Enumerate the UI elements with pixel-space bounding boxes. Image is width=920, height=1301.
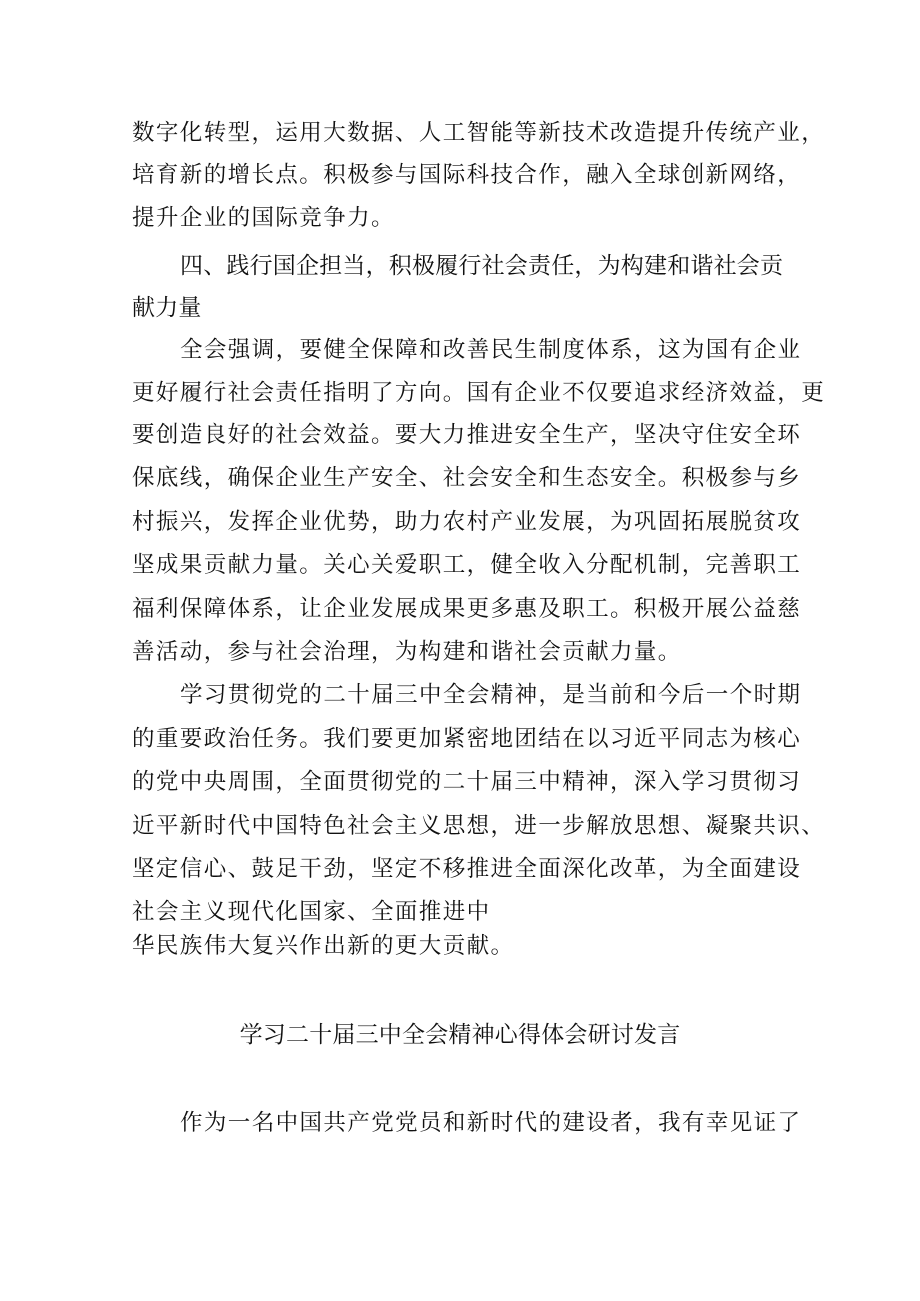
text-line: 坚成果贡献力量。关心关爱职工，健全收入分配机制，完善职工	[132, 552, 802, 578]
text-line: 社会主义现代化国家、全面推进中	[132, 899, 491, 925]
section-heading-line: 献力量	[132, 295, 202, 321]
text-line: 的重要政治任务。我们要更加紧密地团结在以习近平同志为核心	[132, 726, 802, 752]
text-line: 福利保障体系，让企业发展成果更多惠及职工。积极开展公益慈	[132, 596, 802, 622]
text-line: 提升企业的国际竞争力。	[132, 205, 395, 231]
text-line: 数字化转型，运用大数据、人工智能等新技术改造提升传统产业，	[132, 120, 826, 146]
document-title: 学习二十届三中全会精神心得体会研讨发言	[239, 1022, 681, 1048]
text-line: 要创造良好的社会效益。要大力推进安全生产，坚决守住安全环	[132, 422, 802, 448]
section-heading-line: 四、践行国企担当，积极履行社会责任，为构建和谐社会贡	[180, 253, 784, 279]
text-line: 作为一名中国共产党党员和新时代的建设者，我有幸见证了	[180, 1110, 802, 1136]
text-line: 坚定信心、鼓足干劲，坚定不移推进全面深化改革，为全面建设	[132, 856, 802, 882]
text-line: 村振兴，发挥企业优势，助力农村产业发展，为巩固拓展脱贫攻	[132, 509, 802, 535]
text-line: 善活动，参与社会治理，为构建和谐社会贡献力量。	[132, 639, 682, 665]
text-line: 的党中央周围，全面贯彻党的二十届三中精神，深入学习贯彻习	[132, 769, 802, 795]
text-line: 全会强调，要健全保障和改善民生制度体系，这为国有企业	[180, 337, 802, 363]
text-line: 培育新的增长点。积极参与国际科技合作，融入全球创新网络，	[132, 162, 802, 188]
text-line: 近平新时代中国特色社会主义思想，进一步解放思想、凝聚共识、	[132, 813, 826, 839]
text-line: 保底线，确保企业生产安全、社会安全和生态安全。积极参与乡	[132, 465, 802, 491]
text-line: 华民族伟大复兴作出新的更大贡献。	[132, 933, 515, 959]
text-line: 更好履行社会责任指明了方向。国有企业不仅要追求经济效益，更	[132, 380, 826, 406]
text-line: 学习贯彻党的二十届三中全会精神，是当前和今后一个时期	[180, 682, 802, 708]
